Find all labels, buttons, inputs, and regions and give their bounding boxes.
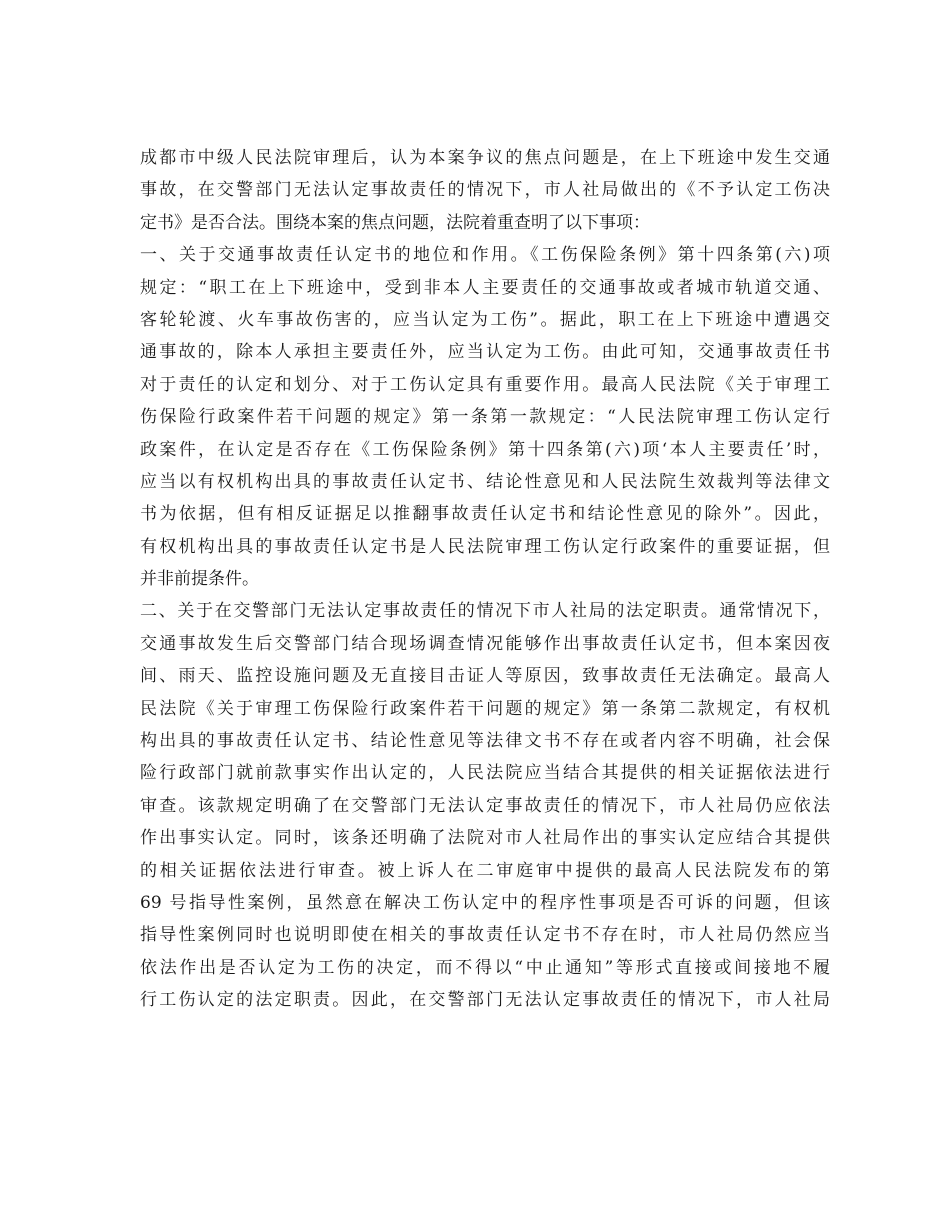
text-line: 成都市中级人民法院审理后，认为本案争议的焦点问题是，在上下班途中发生交通 [140,148,830,168]
text-line: 一、关于交通事故责任认定书的地位和作用。《工伤保险条例》第十四条第(六)项 [140,245,830,266]
text-line: 险行政部门就前款事实作出认定的，人民法院应当结合其提供的相关证据依法进行 [140,763,830,784]
text-line: 书为依据，但有相反证据足以推翻事故责任认定书和结论性意见的除外”。因此， [140,504,830,525]
text-line: 依法作出是否认定为工伤的决定，而不得以“中止通知”等形式直接或间接地不履 [140,957,830,978]
document-body [140,142,830,1017]
text-line: 二、关于在交警部门无法认定事故责任的情况下市人社局的法定职责。通常情况下， [140,601,830,622]
text-line: 有权机构出具的事故责任认定书是人民法院审理工伤认定行政案件的重要证据，但 [140,536,830,557]
text-line: 指导性案例同时也说明即使在相关的事故责任认定书不存在时，市人社局仍然应当 [140,925,830,946]
text-line: 定书》是否合法。围绕本案的焦点问题，法院着重查明了以下事项： [140,212,650,233]
text-line: 的相关证据依法进行审查。被上诉人在二审庭审中提供的最高人民法院发布的第 [140,860,830,881]
text-line: 并非前提条件。 [140,569,259,590]
text-line: 69 号指导性案例，虽然意在解决工伤认定中的程序性事项是否可诉的问题，但该 [140,892,830,913]
text-line: 作出事实认定。同时，该条还明确了法院对市人社局作出的事实认定应结合其提供 [140,828,830,849]
text-line: 政案件，在认定是否存在《工伤保险条例》第十四条第(六)项‘本人主要责任’时， [140,439,830,460]
text-line: 通事故的，除本人承担主要责任外，应当认定为工伤。由此可知，交通事故责任书 [140,342,830,363]
text-line: 对于责任的认定和划分、对于工伤认定具有重要作用。最高人民法院《关于审理工 [140,374,830,395]
text-line: 事故，在交警部门无法认定事故责任的情况下，市人社局做出的《不予认定工伤决 [140,180,830,201]
text-line: 审查。该款规定明确了在交警部门无法认定事故责任的情况下，市人社局仍应依法 [140,795,830,816]
text-line: 构出具的事故责任认定书、结论性意见等法律文书不存在或者内容不明确，社会保 [140,731,830,752]
text-line: 客轮轮渡、火车事故伤害的，应当认定为工伤”。据此，职工在上下班途中遭遇交 [140,309,830,330]
text-line: 应当以有权机构出具的事故责任认定书、结论性意见和人民法院生效裁判等法律文 [140,471,830,492]
text-line: 民法院《关于审理工伤保险行政案件若干问题的规定》第一条第二款规定，有权机 [140,698,830,719]
text-line: 间、雨天、监控设施问题及无直接目击证人等原因，致事故责任无法确定。最高人 [140,666,830,687]
text-line: 伤保险行政案件若干问题的规定》第一条第一款规定：“人民法院审理工伤认定行 [140,407,830,428]
text-line: 交通事故发生后交警部门结合现场调查情况能够作出事故责任认定书，但本案因夜 [140,633,830,654]
text-line: 规定：“职工在上下班途中，受到非本人主要责任的交通事故或者城市轨道交通、 [140,277,830,298]
text-line: 行工伤认定的法定职责。因此，在交警部门无法认定事故责任的情况下，市人社局 [140,990,830,1011]
